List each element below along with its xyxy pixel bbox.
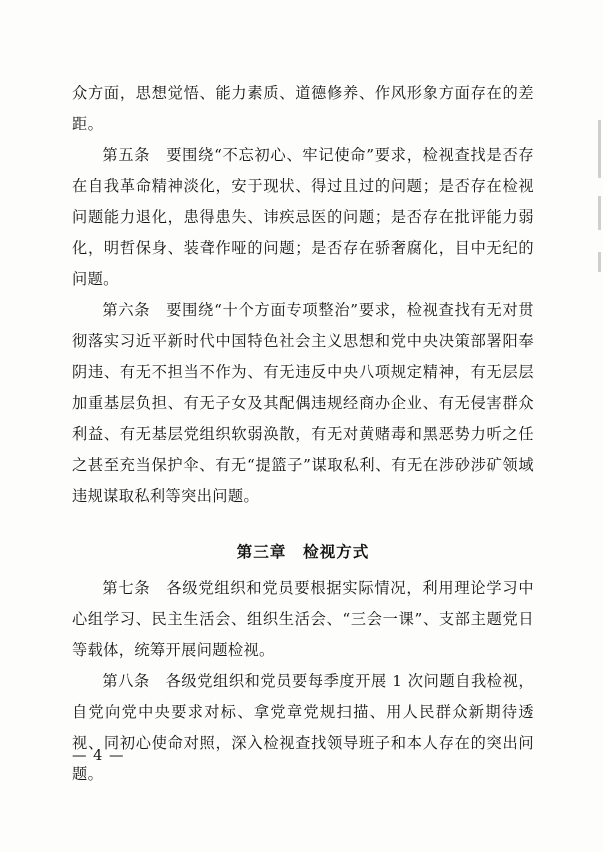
article-five-paragraph: 第五条 要围绕“不忘初心、牢记使命”要求，检视查找是否存在自我革命精神淡化，安于现状、得过且过的问题；是否存在检视问题能力退化，患得患失、讳疾忌医的问题；是否存在批评能力弱化，明哲保身、装聋作哑的问题；是否存在骄奢腐化，目中无纪的问题。 [72, 146, 534, 288]
page-number: — 4 — [72, 748, 125, 764]
article-eight-paragraph: 第八条 各级党组织和党员要每季度开展 1 次问题自我检视，自党向党中央要求对标、拿党章党规扫描、用人民群众新期待透视、同初心使命对照，深入检视查找领导班子和本人存在的突出问题。 [72, 672, 534, 783]
page-edge-artifact [598, 196, 601, 230]
article-six-paragraph: 第六条 要围绕“十个方面专项整治”要求，检视查找有无对贯彻落实习近平新时代中国特色社会主义思想和党中央决策部署阳奉阴违、有无不担当不作为、有无违反中央八项规定精神，有无层层加重基层负担、有无子女及其配偶违规经商办企业、有无侵害群众利益、有无基层党组织软弱涣散，有无对黄赌毒和黑恶势力听之任之甚至充当保护伞、有无“提篮子”谋取私利、有无在涉砂涉矿领域违规谋取私利等突出问题。 [72, 301, 534, 505]
article-seven-paragraph: 第七条 各级党组织和党员要根据实际情况，利用理论学习中心组学习、民主生活会、组织生活会、“三会一课”、支部主题党日等载体，统筹开展问题检视。 [72, 579, 534, 659]
chapter-three-heading: 第三章 检视方式 [236, 542, 370, 561]
page-edge-artifact [598, 120, 601, 178]
page-edge-artifact [598, 252, 601, 272]
paragraph-continuation: 众方面，思想觉悟、能力素质、道德修养、作风形象方面存在的差距。 [72, 84, 534, 133]
page-text-body [72, 78, 534, 790]
